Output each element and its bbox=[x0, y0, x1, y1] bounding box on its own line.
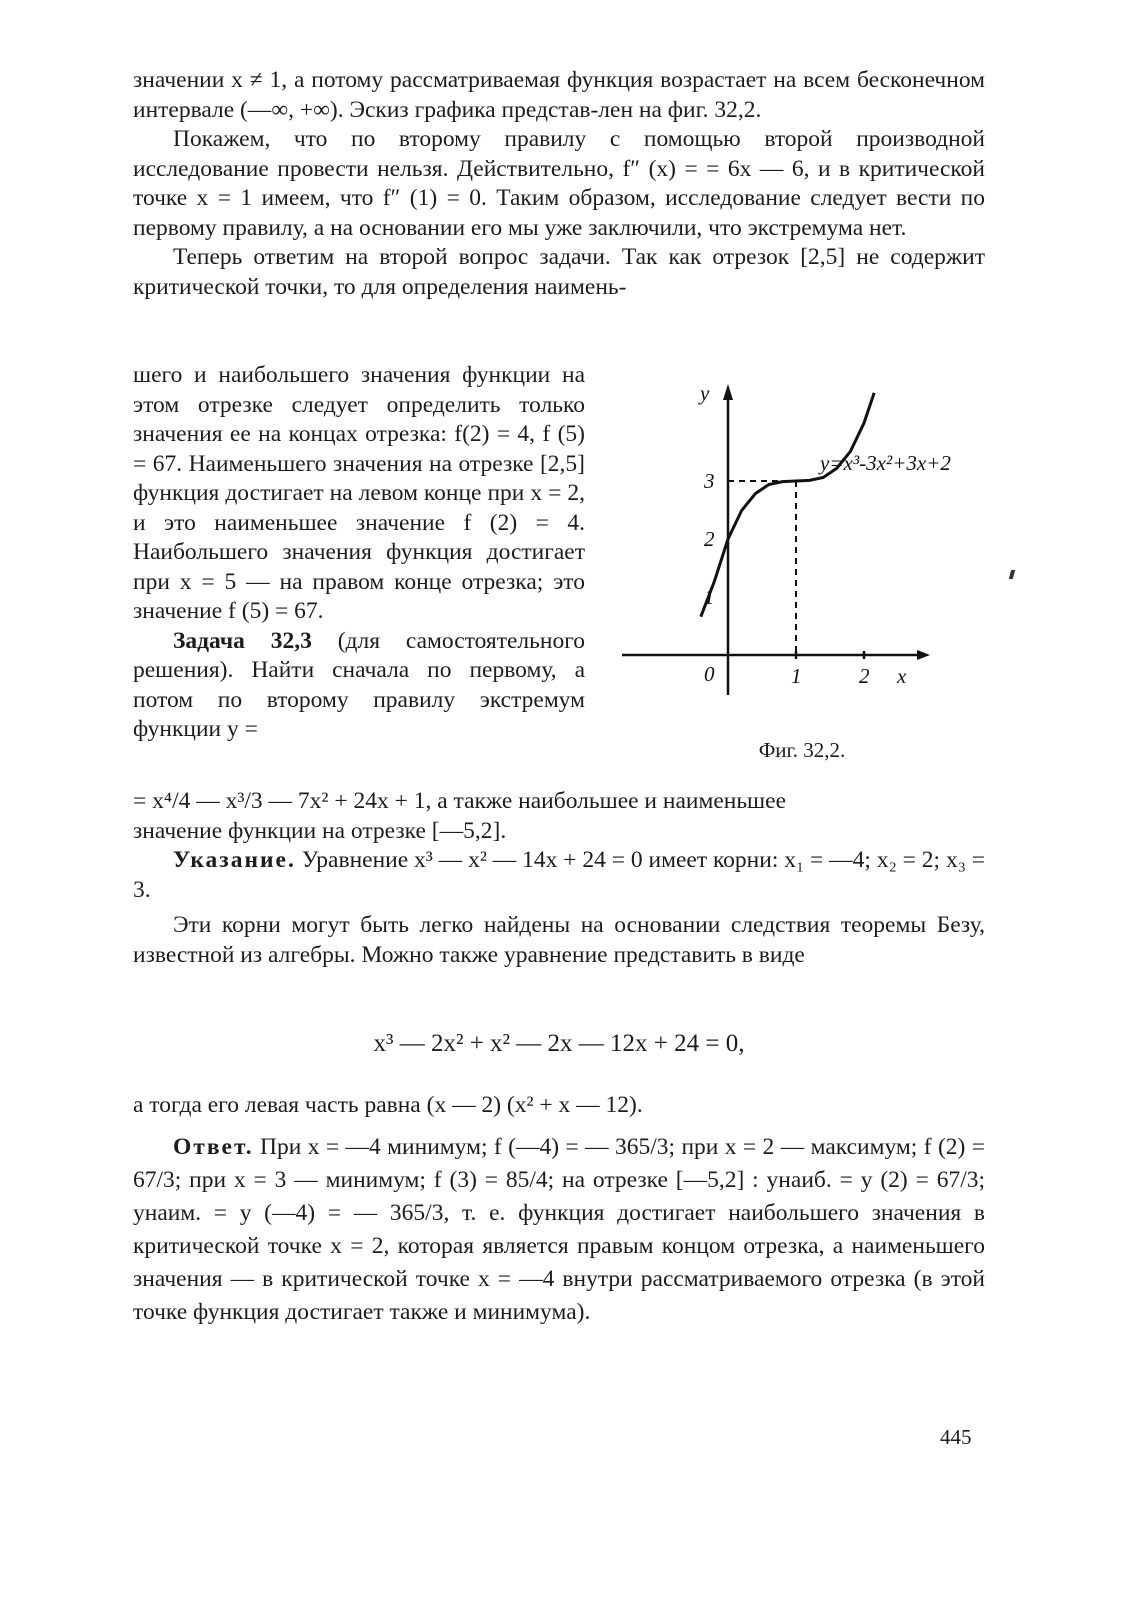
y-axis-label: y bbox=[700, 381, 710, 405]
page-number: 445 bbox=[940, 1425, 972, 1449]
y-tick-label-1: 1 bbox=[704, 585, 715, 609]
answer-text bbox=[133, 1091, 985, 1329]
paragraph-8: Эти корни могут быть легко найдены на основании следствия теоремы Безу, известной из алгебры. Можно также уравнение представить в виде bbox=[133, 912, 985, 968]
paragraph-2: Покажем, что по второму правилу с помощью второй производной исследование провести нельзя. Действительно, f″ (x) = = 6x — 6, и в критической точке x = 1 имеем, что f″ (1) = 0. Таким образом, исследование следует вести по первому правилу, а на основании его мы уже заключили, что экстремума нет. bbox=[133, 126, 985, 241]
paragraph-7 bbox=[133, 846, 985, 905]
stray-mark bbox=[1009, 570, 1015, 579]
paragraph-9: а тогда его левая часть равна (x — 2) (x² + x — 12). bbox=[133, 1092, 643, 1118]
answer-label: Ответ. bbox=[173, 1133, 254, 1160]
figure-32-2 bbox=[612, 370, 992, 700]
answer-body: При x = —4 минимум; f (—4) = — 365/3; при x = 2 — максимум; f (2) = 67/3; при x = 3 — минимум; f (3) = 85/4; на отрезке [—5,2] : yнаиб. = y (2) = 67/3; yнаим. = y (—4) = — 365/3, т. е. функция достигает наибольшего значения в критической точке x = 2, которая является правым концом отрезка, а наименьшего значения — в критической точке x = —4 внутри рассматриваемого отрезка (в этой точке функция достигает также и минимума). bbox=[133, 1133, 985, 1325]
hint-label: Указание. bbox=[173, 847, 296, 873]
x-axis-label: x bbox=[897, 664, 907, 688]
paragraph-1: значении x ≠ 1, а потому рассматриваемая функция возрастает на всем бесконечном интервале (—∞, +∞). Эскиз графика представ-лен на фиг. 32,2. bbox=[133, 67, 985, 123]
x-axis-arrow bbox=[917, 650, 930, 660]
top-text bbox=[133, 66, 985, 302]
x-tick-label-2: 2 bbox=[859, 664, 870, 688]
paragraph-10 bbox=[133, 1131, 985, 1329]
curve-label: y=x³-3x²+3x+2 bbox=[820, 451, 951, 475]
x-tick-label-1: 1 bbox=[791, 664, 802, 688]
paragraph-4: шего и наибольшего значения функции на этом отрезке следует определить только значения ее на концах отрезка: f(2) = 4, f (5) = 67. Наименьшего значения на отрезке [2,5] функция достигает на левом конце при x = 2, и это наименьшее значение f (2) = 4. Наибольшего значения функция достигает при x = 5 — на правом конце отрезка; это значение f (5) = 67. bbox=[133, 362, 585, 624]
hint-text: Уравнение x³ — x² — 14x + 24 = 0 имеет корни: x₁ = —4; x₂ = 2; x₃ = 3. bbox=[133, 847, 986, 903]
side-text bbox=[133, 361, 585, 745]
lower-text bbox=[133, 787, 985, 970]
y-axis-arrow bbox=[723, 384, 733, 400]
paragraph-6-cont: значение функции на отрезке [—5,2]. bbox=[133, 817, 507, 844]
paragraph-3: Теперь ответим на второй вопрос задачи. Так как отрезок [2,5] не содержит критической точки, то для определения наимень- bbox=[133, 244, 985, 300]
display-equation: x³ — 2x² + x² — 2x — 12x + 24 = 0, bbox=[373, 1030, 745, 1057]
paragraph-5 bbox=[133, 627, 585, 745]
paragraph-6-line: = x⁴/4 — x³/3 — 7x² + 24x + 1, а также наибольшее и наименьшее bbox=[133, 788, 787, 814]
y-tick-label-3: 3 bbox=[704, 469, 715, 493]
task-label: Задача 32,3 bbox=[173, 627, 312, 654]
task-text: (для самостоятельного решения). Найти сначала по первому, а потом по второму правилу экстремум функции y = bbox=[133, 627, 586, 742]
origin-label: 0 bbox=[704, 662, 715, 686]
y-tick-label-2: 2 bbox=[704, 527, 715, 551]
figure-caption: Фиг. 32,2. bbox=[758, 738, 846, 762]
function-plot bbox=[612, 370, 992, 700]
